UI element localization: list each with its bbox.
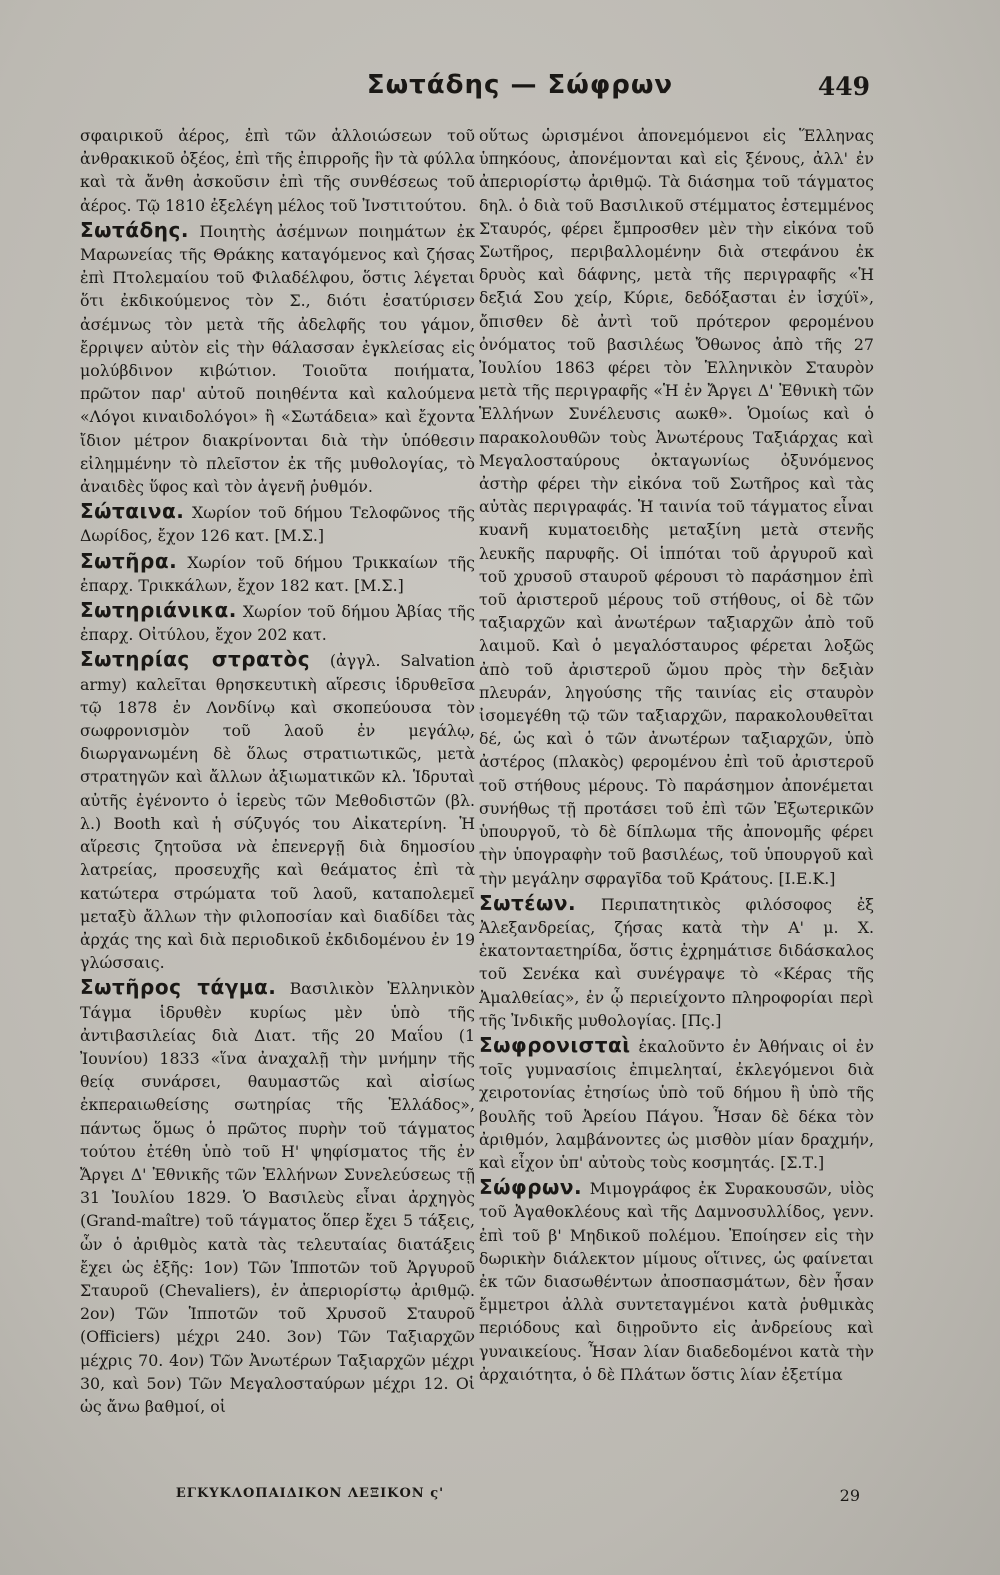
dictionary-entry: [80, 648, 475, 974]
entry-text: οὕτως ὡρισμένοι ἀπονεμόμενοι εἰς Ἕλληνας ὑπηκόους, ἀπονέμονται καὶ εἰς ξένους, ἀλλ' ἐν ἀπεριορίστῳ ἀριθμῷ. Τὰ διάσημα τοῦ τάγματος δηλ. ὁ διὰ τοῦ Βασιλικοῦ στέμματος ἐστεμμένος Σταυρός, φέρει ἔμπροσθεν μὲν τὴν εἰκόνα τοῦ Σωτῆρος, περιβαλλομένην διὰ στεφάνου ἐκ δρυὸς καὶ δάφνης, μετὰ τῆς περιγραφῆς «Ἡ δεξιά Σου χείρ, Κύριε, δεδόξασται ἐν ἰσχύϊ», ὄπισθεν δὲ ἀντὶ τοῦ πρότερον φερομένου ὀνόματος τοῦ βασιλέως Ὄθωνος ἀπὸ τῆς 27 Ἰουλίου 1863 φέρει τὸν Ἑλληνικὸν Σταυρὸν μετὰ τῆς περιγραφῆς «Ἡ ἐν Ἄργει Δ' Ἐθνικὴ τῶν Ἑλλήνων Συνέλευσις αωκθ». Ὁμοίως καὶ ὁ παρακολουθῶν τοὺς Ἀνωτέρους Ταξιάρχας καὶ Μεγαλοσταύρους ὀκταγωνίως ὀξυνόμενος ἀστὴρ φέρει τὴν εἰκόνα τοῦ Σωτῆρος καὶ τὰς αὐτὰς περιγραφάς. Ἡ ταινία τοῦ τάγματος εἶναι κυανῆ κυματοειδὴς μεταξίνη μετὰ στενῆς λευκῆς παρυφῆς. Οἱ ἱππόται τοῦ ἀργυροῦ καὶ τοῦ χρυσοῦ σταυροῦ φέρουσι τὸ παράσημον ἐπὶ τοῦ ἀριστεροῦ μέρους τοῦ στήθους, οἱ δὲ τῶν ταξιαρχῶν καὶ ἀνωτέρων ταξιαρχῶν ἀπὸ τοῦ λαιμοῦ. Καὶ ὁ μεγαλόσταυρος φέρεται λοξῶς ἀπὸ τοῦ ἀριστεροῦ ὤμου πρὸς τὴν δεξιὰν πλευράν, ληγούσης τῆς ταινίας εἰς σταυρὸν ἰσομεγέθη τῷ τῶν ταξιαρχῶν, παρακολουθεῖται δέ, ὡς καὶ ὁ τῶν ἀνωτέρων ταξιαρχῶν, ὑπὸ ἀστέρος (πλακὸς) φερομένου ἐπὶ τοῦ ἀριστεροῦ τοῦ στήθους μέρους. Τὸ παράσημον ἀπονέμεται συνήθως τῇ προτάσει τοῦ ἐπὶ τῶν Ἐξωτερικῶν ὑπουργοῦ, τὸ δὲ δίπλωμα τῆς ἀπονομῆς φέρει τὴν ὑπογραφὴν τοῦ βασιλέως, τοῦ ὑπουργοῦ καὶ τὴν μεγάλην σφραγῖδα τοῦ Κράτους. [Ι.Ε.Κ.]: [479, 126, 874, 888]
entry-headword: Σώταινα.: [80, 499, 185, 524]
entry-text: ἐκαλοῦντο ἐν Ἀθήναις οἱ ἐν τοῖς γυμνασίοις ἐπιμεληταί, ἐκλεγόμενοι διὰ χειροτονίας ἐτησίως ὑπὸ τοῦ δήμου ἢ ὑπὸ τῆς βουλῆς τοῦ Ἀρείου Πάγου. Ἦσαν δὲ δέκα τὸν ἀριθμόν, λαμβάνοντες ὡς μισθὸν μίαν δραχμήν, καὶ εἶχον ὑπ' αὐτοὺς τοὺς κοσμητάς. [Σ.Τ.]: [479, 1036, 874, 1172]
entry-text: (ἀγγλ. Salvation army) καλεῖται θρησκευτικὴ αἵρεσις ἱδρυθεῖσα τῷ 1878 ἐν Λονδίνῳ καὶ σκοπεύουσα τὸν σωφρονισμὸν τοῦ λαοῦ ἐν μεγάλῳ, διωργανωμένη δὲ ὅλως στρατιωτικῶς, μετὰ στρατηγῶν καὶ ἄλλων ἀξιωματικῶν κλ. Ἱδρυταὶ αὐτῆς ἐγένοντο ὁ ἱερεὺς τῶν Μεθοδιστῶν (βλ. λ.) Booth καὶ ἡ σύζυγός του Αἰκατερίνη. Ἡ αἵρεσις ζητοῦσα νὰ ἐπενεργῇ διὰ δημοσίου λατρείας, προσευχῆς καὶ θεάματος ἐπὶ τὰ κατώτερα στρώματα τοῦ λαοῦ, καταπολεμεῖ μεταξὺ ἄλλων τὴν φιλοποσίαν καὶ διαδίδει τὰς ἀρχάς της καὶ διὰ περιοδικοῦ ἐκδιδομένου ἐν 19 γλώσσαις.: [80, 651, 475, 973]
printer-signature-mark: ΕΓΚΥΚΛΟΠΑΙΔΙΚΟΝ ΛΕΞΙΚΟΝ ς': [175, 1486, 445, 1501]
dictionary-entry: [479, 1034, 874, 1174]
entry-text: Χωρίον τοῦ δήμου Τελοφῶνος τῆς Δωρίδος, ἔχον 126 κατ. [Μ.Σ.]: [80, 503, 475, 546]
dictionary-entry: [80, 500, 475, 547]
page-header: [0, 70, 1000, 110]
dictionary-entry: [479, 124, 874, 890]
page-number: 449: [817, 72, 870, 101]
dictionary-entry: [80, 976, 475, 1418]
entry-headword: Σωτῆρα.: [80, 548, 178, 573]
entry-text: Χωρίον τοῦ δήμου Τρικκαίων τῆς ἐπαρχ. Τρικκάλων, ἔχον 182 κατ. [Μ.Σ.]: [80, 552, 475, 595]
entry-text: Βασιλικὸν Ἑλληνικὸν Τάγμα ἱδρυθὲν κυρίως μὲν ὑπὸ τῆς ἀντιβασιλείας διὰ Διατ. τῆς 20 Μαΐου (1 Ἰουνίου) 1833 «ἵνα ἀναχαλῇ τὴν μνήμην τῆς θείᾳ συνάρσει, θαυμαστῶς καὶ αἰσίως ἐκπεραιωθείσης σωτηρίας τῆς Ἑλλάδος», πάντως ὅμως ὁ πρῶτος πυρὴν τοῦ τάγματος τούτου ἐτέθη ὑπὸ τοῦ Η' ψηφίσματος τῆς ἐν Ἄργει Δ' Ἐθνικῆς τῶν Ἑλλήνων Συνελεύσεως τῇ 31 Ἰουλίου 1829. Ὁ Βασιλεὺς εἶναι ἀρχηγὸς (Grand-maître) τοῦ τάγματος ὅπερ ἔχει 5 τάξεις, ὧν ὁ ἀριθμὸς κατὰ τὰς τελευταίας διατάξεις ἔχει ὡς ἑξῆς: 1ον) Τῶν Ἱπποτῶν τοῦ Ἀργυροῦ Σταυροῦ (Chevaliers), ἐν ἀπεριορίστῳ ἀριθμῷ. 2ον) Τῶν Ἱπποτῶν τοῦ Χρυσοῦ Σταυροῦ (Officiers) μέχρι 240. 3ον) Τῶν Ταξιαρχῶν μέχρις 70. 4ον) Τῶν Ἀνωτέρων Ταξιαρχῶν μέχρι 30, καὶ 5ον) Τῶν Μεγαλοσταύρων μέχρι 12. Οἱ ὡς ἄνω βαθμοί, οἱ: [80, 979, 475, 1416]
entry-text: σφαιρικοῦ ἀέρος, ἐπὶ τῶν ἀλλοιώσεων τοῦ ἀνθρακικοῦ ὀξέος, ἐπὶ τῆς ἐπιρροῆς ἣν τὰ φύλλα καὶ τὰ ἄνθη ἀσκοῦσιν ἐπὶ τῆς συνθέσεως τοῦ ἀέρος. Τῷ 1810 ἐξελέγη μέλος τοῦ Ἰνστιτούτου.: [80, 126, 475, 215]
dictionary-entry: [80, 599, 475, 646]
entry-text: Μιμογράφος ἐκ Συρακουσῶν, υἱὸς τοῦ Ἀγαθοκλέους καὶ τῆς Δαμνοσυλλίδος, γενν. ἐπὶ τοῦ β' Μηδικοῦ πολέμου. Ἐποίησεν εἰς τὴν δωρικὴν διάλεκτον μίμους οἵτινες, ὡς φαίνεται ἐκ τῶν διασωθέντων ἀποσπασμάτων, δὲν ἦσαν ἔμμετροι ἀλλὰ συντεταγμένοι κατὰ ῥυθμικὰς περιόδους καὶ διῃροῦντο εἰς ἀνδρείους καὶ γυναικείους. Ἦσαν λίαν διαδεδομένοι κατὰ τὴν ἀρχαιότητα, ὁ δὲ Πλάτων ὅστις λίαν ἐξετίμα: [479, 1179, 874, 1384]
dictionary-entry: [80, 550, 475, 597]
running-head: Σωτάδης — Σώφρων: [366, 70, 674, 100]
dictionary-entry: [80, 219, 475, 498]
entry-headword: Σώφρων.: [479, 1175, 583, 1200]
entry-headword: Σωτηριάνικα.: [80, 598, 237, 623]
signature-number: 29: [839, 1486, 860, 1505]
entry-headword: Σωτῆρος τάγμα.: [80, 975, 277, 1000]
dictionary-entry: [479, 892, 874, 1032]
page-footer: [0, 1486, 1000, 1516]
entry-text: Ποιητὴς ἀσέμνων ποιημάτων ἐκ Μαρωνείας τῆς Θράκης καταγόμενος καὶ ζήσας ἐπὶ Πτολεμαίου τοῦ Φιλαδέλφου, ὅστις λέγεται ὅτι ἐκδικούμενος τὸν Σ., διότι ἐσατύρισεν ἀσέμνως τὸν μετὰ τῆς ἀδελφῆς του γάμον, ἔρριψεν αὐτὸν εἰς τὴν θάλασσαν ἐγκλείσας εἰς μολύβδινον κιβώτιον. Τοιοῦτα ποιήματα, πρῶτον παρ' αὐτοῦ ποιηθέντα καὶ καλούμενα «Λόγοι κιναιδολόγοι» ἢ «Σωτάδεια» καὶ ἔχοντα ἴδιον μέτρον διακρίνονται διὰ τὴν ὑπόθεσιν εἰλημμένην τὸ πλεῖστον ἐκ τῆς μυθολογίας, τὸ ἀναιδὲς ὕφος καὶ τὸν ἀγενῆ ῥυθμόν.: [80, 221, 475, 497]
entry-text: Περιπατητικὸς φιλόσοφος ἐξ Ἀλεξανδρείας, ζήσας κατὰ τὴν Α' μ. Χ. ἑκατονταετηρίδα, ὅστις ἐχρημάτισε διδάσκαλος τοῦ Σενέκα καὶ συνέγραψε τὸ «Κέρας τῆς Ἀμαλθείας», ἐν ᾧ περιείχοντο πληροφορίαι περὶ τῆς Ἰνδικῆς μυθολογίας. [Πς.]: [479, 894, 874, 1030]
entry-headword: Σωτηρίας στρατὸς: [80, 647, 311, 672]
dictionary-entry: [80, 124, 475, 217]
entry-text: Χωρίον τοῦ δήμου Ἀβίας τῆς ἐπαρχ. Οἰτύλου, ἔχον 202 κατ.: [80, 602, 475, 645]
dictionary-entry: [479, 1176, 874, 1386]
right-column: [479, 124, 874, 1484]
entry-headword: Σωτέων.: [479, 890, 577, 915]
entry-headword: Σωτάδης.: [80, 217, 189, 242]
left-column: [80, 124, 475, 1484]
entry-headword: Σωφρονισταὶ: [479, 1032, 631, 1057]
